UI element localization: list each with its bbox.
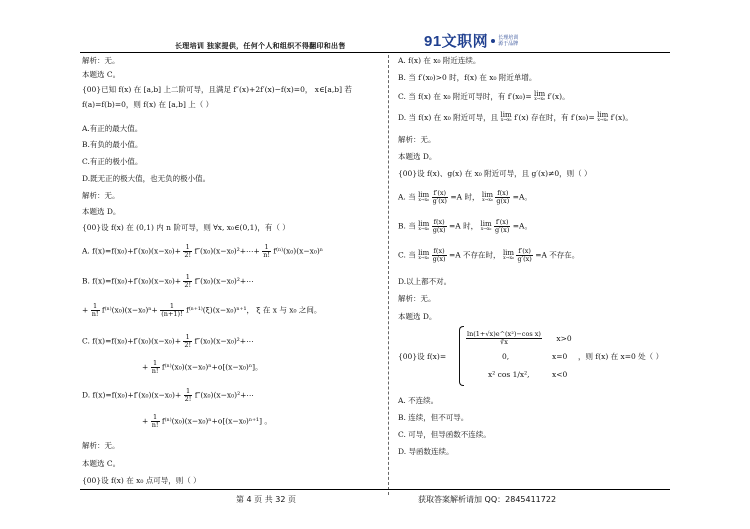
- limit: [418, 192, 429, 204]
- limit: [597, 112, 608, 124]
- formula-part: B. f(x)=f(x₀)+f′(x₀)(x−x₀)+: [82, 276, 182, 286]
- fraction: [183, 274, 192, 289]
- numerator: f′(x): [518, 247, 531, 255]
- formula-part: f⁽ⁿ⁾(x₀)(x−x₀)ⁿ: [273, 246, 324, 256]
- fraction: [183, 334, 192, 349]
- option-a: A. f(x) 在 x₀ 附近连续。: [398, 56, 481, 65]
- fraction: [516, 248, 532, 263]
- denominator: 2!: [184, 341, 192, 349]
- formula-part: f′(x)。: [547, 92, 570, 101]
- fraction: [262, 244, 271, 259]
- contact-note: 获取答案解析请加 QQ：2845411722: [418, 495, 557, 504]
- option-c: [398, 91, 570, 103]
- numerator: 1: [262, 244, 271, 252]
- option-a: A. 不连续。: [398, 396, 439, 405]
- option-b: B. 连续，但不可导。: [398, 413, 469, 422]
- formula-part: =A 时，: [448, 221, 479, 231]
- option-d: D. 导函数连续。: [398, 447, 454, 456]
- numerator: 1: [183, 274, 192, 282]
- lim-sub: x→x₀: [503, 255, 514, 261]
- option-c-continued: [142, 360, 263, 375]
- lim-label: lim: [418, 190, 430, 199]
- formula-part: =A。: [512, 221, 532, 231]
- fraction: [432, 219, 447, 234]
- fraction: [432, 248, 447, 263]
- formula-part: f⁽ⁿ⁾(x₀)(x−x₀)ⁿ+: [101, 305, 158, 315]
- numerator: 1: [151, 414, 160, 422]
- numerator: 1: [183, 334, 192, 342]
- formula-part: D. 当 f(x) 在 x₀ 附近可导，且: [398, 113, 499, 122]
- denominator: g′(x): [494, 226, 510, 234]
- option-b: [82, 274, 254, 289]
- option-c: [398, 248, 579, 263]
- fraction: [151, 414, 160, 429]
- limit: [503, 250, 514, 262]
- option-b-continued: [82, 303, 321, 318]
- lim-sub: x→x₀: [534, 97, 545, 102]
- lim-label: lim: [480, 219, 492, 228]
- formula-part: f″(x₀)(x−x₀)²+⋯: [194, 336, 254, 346]
- formula-part: f⁽ⁿ⁺¹⁾(ξ)(x−x₀)ⁿ⁺¹， ξ 在 x 与 x₀ 之间。: [186, 305, 322, 315]
- numerator: f(x): [433, 218, 445, 226]
- piecewise-row-3-value: x² cos 1/x²,: [488, 370, 530, 379]
- analysis-line: 解析：无。: [398, 135, 436, 144]
- fraction: [495, 190, 510, 205]
- option-c: C.有正的极小值。: [82, 157, 143, 166]
- option-d: D.既无正的极大值，也无负的极小值。: [82, 174, 211, 183]
- denominator: g(x): [432, 226, 446, 234]
- question-text: ，则 f(x) 在 x=0 处（ ）: [578, 352, 664, 361]
- option-b: [398, 219, 532, 234]
- option-d: D.以上都不对。: [398, 277, 452, 286]
- formula-part: =A 时，: [450, 192, 480, 202]
- fraction: [91, 303, 100, 318]
- formula-part: D. f(x)=f(x₀)+f′(x₀)(x−x₀)+: [82, 390, 182, 400]
- answer-line: 本题选 C。: [82, 70, 121, 79]
- lim-label: lim: [418, 219, 430, 228]
- piecewise-row-2-value: 0,: [502, 352, 510, 361]
- fraction: [466, 331, 542, 346]
- formula-part: f⁽ⁿ⁾(x₀)(x−x₀)ⁿ+o[(x−x₀)ⁿ⁺¹] 。: [161, 416, 272, 426]
- denominator: 2!: [184, 395, 192, 403]
- question-text: {00}设 f(x) 在 (0,1) 内 n 阶可导，则 ∀x, x₀∈(0,1)，有（ ）: [82, 223, 290, 232]
- fraction: [184, 388, 193, 403]
- formula-part: C. 当: [398, 250, 416, 260]
- denominator: 2!: [184, 251, 192, 259]
- formula-part: B. 当: [398, 221, 416, 231]
- formula-part: C. f(x)=f(x₀)+f′(x₀)(x−x₀)+: [82, 336, 181, 346]
- limit: [480, 221, 491, 233]
- limit: [418, 221, 429, 233]
- answer-line: 本题选 D。: [398, 152, 437, 161]
- numerator: ln(1+√x)e^(x²)−cos x): [467, 330, 541, 338]
- option-a: [82, 244, 323, 259]
- logo-brand: 91文职网: [424, 33, 489, 50]
- option-c: C. 可导，但导函数不连续。: [398, 430, 491, 439]
- numerator: 1: [183, 244, 192, 252]
- lim-sub: x→x₀: [418, 226, 430, 232]
- lim-label: lim: [502, 248, 515, 257]
- lim-sub: x→x₀: [418, 197, 429, 203]
- limit: [501, 112, 512, 124]
- limit: [482, 192, 493, 204]
- denominator: n!: [151, 367, 159, 375]
- denominator: n!: [91, 310, 99, 318]
- fraction: [432, 190, 448, 205]
- answer-line: 本题选 D。: [82, 207, 121, 216]
- logo-sub-1: 长理培训: [498, 34, 519, 41]
- fraction: [151, 360, 160, 375]
- piecewise-brace: [459, 326, 464, 386]
- numerator: f′(x): [495, 218, 509, 226]
- header-rule: [80, 52, 670, 53]
- numerator: 1: [184, 388, 193, 396]
- header-note: 长理培训 独家提供，任何个人和组织不得翻印和出售: [175, 42, 346, 50]
- lim-label: lim: [481, 190, 493, 199]
- question-text: {00}已知 f(x) 在 [a,b] 上二阶可导，且满足 f″(x)+2f′(x)−f(x)=0， x∈[a,b] 若: [82, 85, 352, 94]
- lim-label: lim: [500, 111, 512, 119]
- numerator: 1: [160, 303, 183, 311]
- formula-part: f⁽ⁿ⁾(x₀)(x−x₀)ⁿ+o[(x−x₀)ⁿ]。: [161, 362, 263, 372]
- formula-part: +: [142, 416, 149, 426]
- logo-sub: [498, 35, 518, 47]
- numerator: 1: [91, 303, 100, 311]
- option-a: [398, 190, 532, 205]
- lim-sub: x→x₀: [597, 118, 609, 123]
- denominator: g(x): [496, 197, 510, 205]
- fraction: [494, 219, 510, 234]
- analysis-line: 解析：无。: [398, 294, 436, 303]
- piecewise-condition: x>0: [556, 333, 572, 343]
- option-d: [398, 112, 633, 124]
- formula-part: =A。: [512, 192, 532, 202]
- fraction: [160, 303, 183, 318]
- lim-sub: x→x₀: [482, 197, 493, 203]
- lim-label: lim: [418, 248, 430, 257]
- formula-part: A. f(x)=f(x₀)+f′(x₀)(x−x₀)+: [82, 246, 181, 256]
- logo-sub-2: 源于品牌: [498, 40, 519, 47]
- denominator: n!: [263, 251, 271, 259]
- lim-sub: x→x₀: [418, 255, 430, 261]
- numerator: f(x): [497, 189, 509, 197]
- formula-part: +: [142, 362, 149, 372]
- option-a: A.有正的最大值。: [82, 124, 143, 133]
- limit: [418, 250, 429, 262]
- denominator: (n+1)!: [161, 310, 183, 318]
- column-divider: [388, 55, 389, 495]
- analysis-line: 解析：无。: [82, 191, 120, 200]
- question-text: {00}设 f(x)=: [398, 352, 447, 361]
- formula-part: +: [82, 305, 89, 315]
- option-c: [82, 334, 254, 349]
- formula-part: f″(x₀)(x−x₀)²+⋯: [194, 276, 254, 286]
- formula-part: f″(x₀)(x−x₀)²+⋯: [194, 390, 254, 400]
- denominator: n!: [151, 421, 159, 429]
- formula-part: C. 当 f(x) 在 x₀ 附近可导时，有 f′(x₀)=: [398, 92, 532, 101]
- formula-part: f′(x) 存在时，有 f′(x₀)=: [514, 113, 595, 122]
- piecewise-row-2-condition: x=0: [552, 352, 568, 361]
- question-text: f(a)=f(b)=0，则 f(x) 在 [a,b] 上（ ）: [82, 100, 214, 109]
- piecewise-row-1: [466, 331, 572, 346]
- numerator: 1: [151, 360, 160, 368]
- formula-part: f′(x)。: [610, 113, 633, 122]
- denominator: g(x): [432, 255, 446, 263]
- answer-line: 本题选 D。: [398, 312, 437, 321]
- denominator: g′(x): [517, 255, 532, 263]
- option-d-continued: [142, 414, 272, 429]
- option-d: [82, 388, 254, 403]
- question-text: {00}设 f(x)、g(x) 在 x₀ 附近可导，且 g′(x)≠0，则（ ）: [398, 169, 592, 178]
- denominator: ∛x: [500, 338, 508, 346]
- site-logo: [424, 30, 518, 51]
- formula-part: A. 当: [398, 192, 416, 202]
- numerator: f′(x): [433, 189, 447, 197]
- denominator: g′(x): [432, 197, 447, 205]
- analysis-line: 解析：无。: [82, 56, 120, 65]
- numerator: f(x): [433, 247, 445, 255]
- piecewise-row-3-condition: x<0: [552, 370, 568, 379]
- lim-label: lim: [534, 90, 546, 98]
- answer-line: 本题选 C。: [82, 459, 121, 468]
- lim-sub: x→x₀: [500, 118, 512, 123]
- option-b: B.有负的最小值。: [82, 140, 143, 149]
- lim-sub: x→x₀: [480, 226, 492, 232]
- page-number: 第 4 页 共 32 页: [236, 495, 296, 504]
- option-b: B. 当 f′(x₀)>0 时，f(x) 在 x₀ 附近单增。: [398, 73, 537, 82]
- footer-rule: [80, 489, 670, 490]
- fraction: [183, 244, 192, 259]
- formula-part: =A 不存在。: [535, 250, 580, 260]
- analysis-line: 解析：无。: [82, 441, 120, 450]
- lim-label: lim: [597, 111, 609, 119]
- question-text: {00}设 f(x) 在 x₀ 点可导，则（ ）: [82, 476, 201, 485]
- denominator: 2!: [184, 281, 192, 289]
- logo-dot-icon: [491, 39, 495, 43]
- formula-part: f″(x₀)(x−x₀)²+⋯+: [194, 246, 260, 256]
- limit: [534, 91, 545, 103]
- formula-part: =A 不存在时，: [448, 250, 501, 260]
